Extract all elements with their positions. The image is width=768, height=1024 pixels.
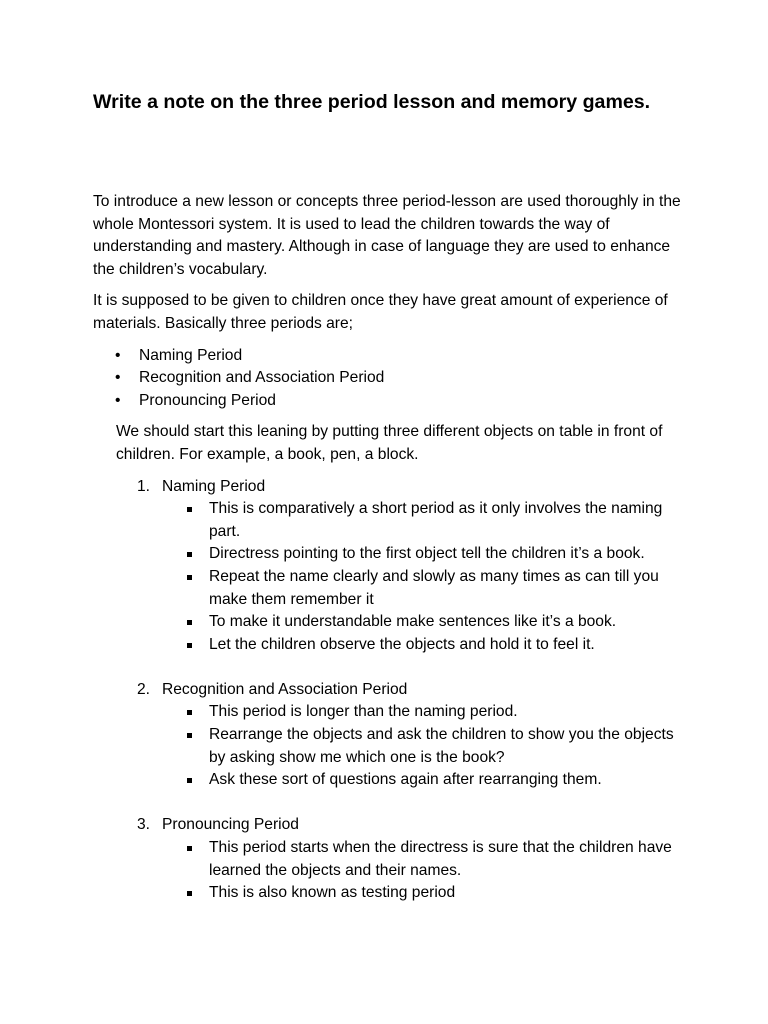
list-item: Let the children observe the objects and hold it to feel it. — [137, 634, 693, 657]
list-item: • Pronouncing Period — [93, 390, 693, 413]
list-item: This is comparatively a short period as it only involves the naming part. — [137, 498, 693, 543]
bullet-icon: • — [115, 391, 121, 409]
period-bullet-list — [93, 345, 693, 413]
bullet-icon: • — [115, 369, 121, 387]
list-item: This period is longer than the naming period. — [137, 701, 693, 724]
lesson-intro: We should start this leaning by putting three different objects on table in front of children. For example, a book, pen, a block. — [116, 423, 663, 463]
square-bullet-icon — [187, 575, 192, 580]
list-item: Rearrange the objects and ask the children to show you the objects by asking show me which one is the book? — [137, 724, 693, 769]
period-heading: 2. Recognition and Association Period — [137, 680, 408, 698]
period-section-3 — [137, 814, 693, 904]
square-bullet-icon — [187, 507, 192, 512]
square-bullet-icon — [187, 552, 192, 557]
list-item: Directress pointing to the first object tell the children it’s a book. — [137, 543, 693, 566]
period-section-1 — [137, 476, 693, 657]
square-bullet-icon — [187, 620, 192, 625]
bullet-icon: • — [115, 346, 121, 364]
list-item: Ask these sort of questions again after rearranging them. — [137, 769, 693, 792]
period-item-list — [137, 701, 693, 791]
square-bullet-icon — [187, 733, 192, 738]
list-item: This is also known as testing period — [137, 882, 693, 905]
list-item: This period starts when the directress is sure that the children have learned the objects and their names. — [137, 837, 693, 882]
period-heading: 1. Naming Period — [137, 477, 266, 495]
period-item-list — [137, 837, 693, 905]
document-title: Write a note on the three period lesson and memory games. — [93, 91, 651, 113]
square-bullet-icon — [187, 846, 192, 851]
list-item: Repeat the name clearly and slowly as many times as can till you make them remember it — [137, 566, 693, 611]
list-item: To make it understandable make sentences like it’s a book. — [137, 611, 693, 634]
list-item: • Naming Period — [93, 345, 693, 368]
square-bullet-icon — [187, 778, 192, 783]
periods-paragraph: It is supposed to be given to children once they have great amount of experience of materials. Basically three periods are; — [93, 292, 668, 332]
period-section-2 — [137, 679, 693, 792]
list-item: • Recognition and Association Period — [93, 367, 693, 390]
square-bullet-icon — [187, 643, 192, 648]
square-bullet-icon — [187, 710, 192, 715]
intro-paragraph: To introduce a new lesson or concepts three period-lesson are used thoroughly in the whole Montessori system. It is used to lead the children towards the way of understanding and mastery. Although in case of language they are used to enhance the children’s vocabulary. — [93, 193, 681, 278]
period-heading: 3. Pronouncing Period — [137, 816, 299, 834]
period-item-list — [137, 498, 693, 656]
document-body — [93, 191, 693, 905]
square-bullet-icon — [187, 891, 192, 896]
